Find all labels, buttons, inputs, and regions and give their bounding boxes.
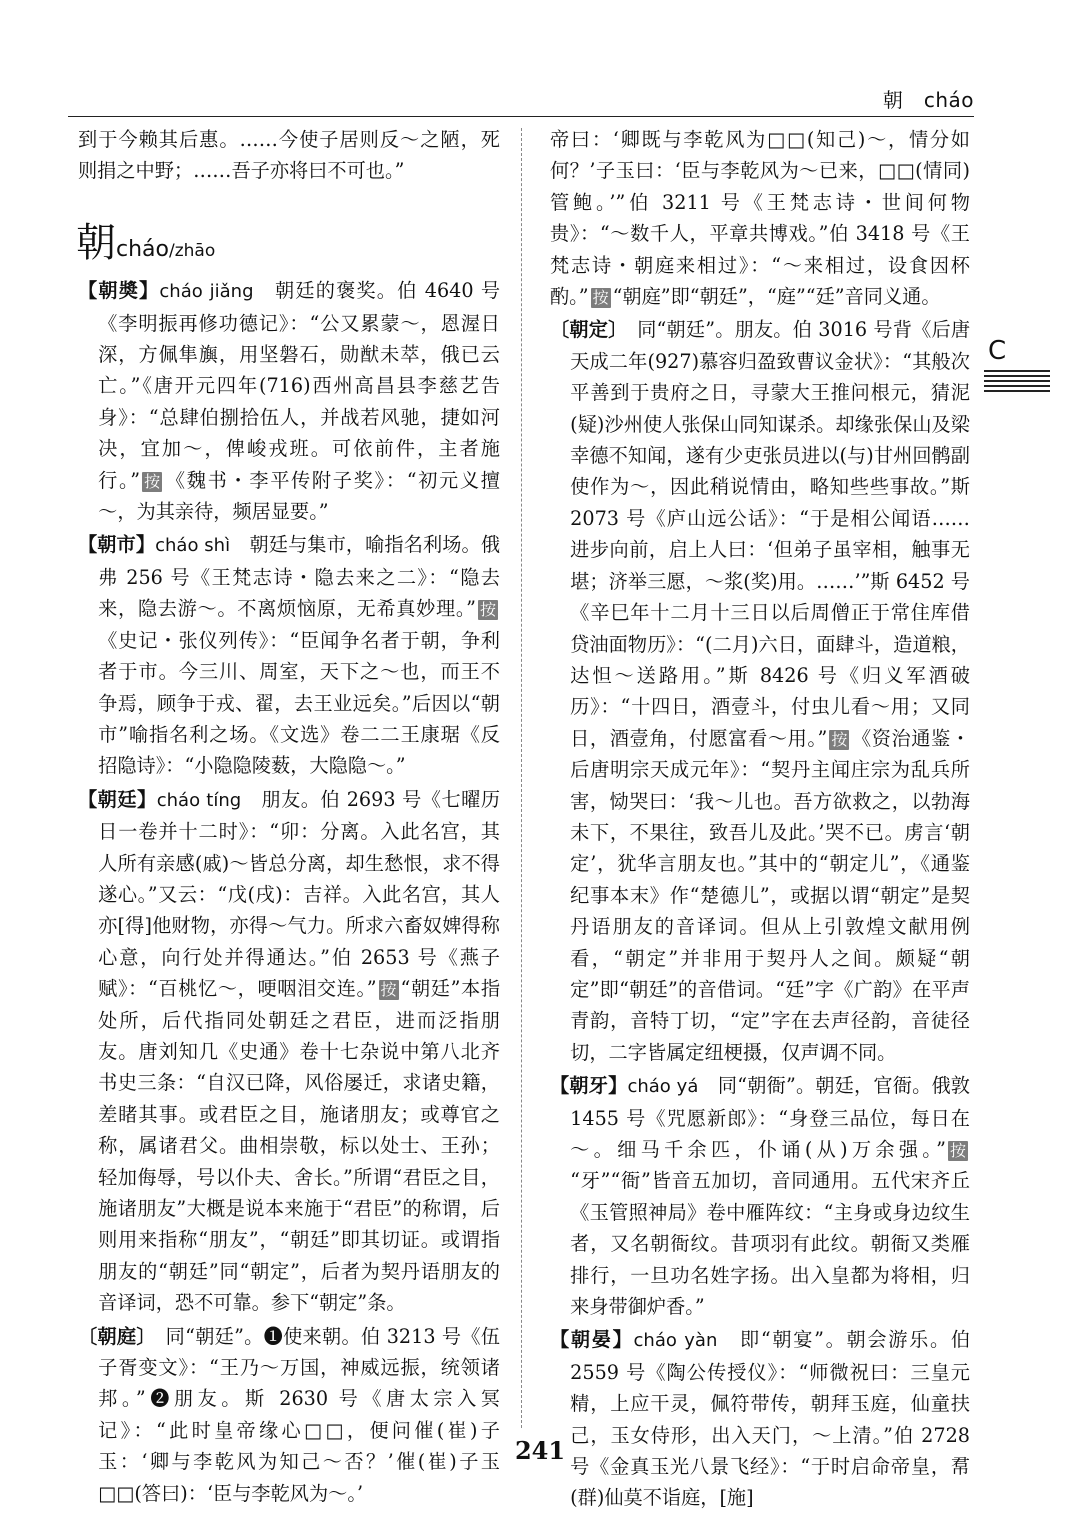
headword: 【朝廷】	[78, 787, 157, 811]
continuation-text	[550, 124, 970, 312]
entry-chaoshi	[78, 529, 500, 781]
headword: 【朝市】	[78, 533, 156, 557]
headword: 【朝晏】	[550, 1328, 634, 1352]
entry-chaoya	[550, 1070, 970, 1322]
note-badge: 按	[144, 471, 161, 491]
section-tab-lines	[984, 370, 1050, 394]
note-badge: 按	[831, 729, 848, 749]
entry-pinyin: cháo tíng	[156, 789, 242, 811]
head-char-pinyin: cháo	[116, 236, 169, 262]
entry-text: 同“朝廷”。朋友。伯 3016 号背《后唐天成二年(927)慕容归盈致曹议金状》：“其般次平善到于贵府之日，寻蒙大王推问根元，猜泥(疑)沙州使人张保山同知谋杀。却缘张保山及梁幸德不知闻，遂有少吏张员进以(与)甘州回鹘副使作为～，因此稍说情由，略知些些事故。”斯 2073 号《庐山远公话》：“于是相公闻语……进步向前，启上人曰：‘但弟子虽宰相，触事无堪；济举三愿，～浆(奖)用。……’”斯 6452 号《辛巳年十二月十三日以后周僧正于常住库借贷油面物历》：“(二月)六日，面肆斗，造道粮，达怛～送路用。”斯 8426 号《归义军酒破历》：“十四日，酒壹斗，付虫儿看～用；又同日，酒壹角，付愿富看～用。”	[570, 318, 971, 750]
entry-chaojiang	[78, 275, 500, 527]
entry-pinyin: cháo shì	[155, 535, 231, 557]
note-badge: 按	[592, 288, 609, 308]
running-head-text: 朝 cháo	[882, 88, 974, 112]
entry-list	[78, 275, 500, 1509]
left-column	[78, 124, 500, 1509]
entry-note: “朝廷”本指处所，后代指同处朝廷之君臣，进而泛指朋友。唐刘知几《史通》卷十七杂说中第八北齐书史三条：“自汉已降，风俗屡迁，求诸史籍，差睹其事。或君臣之目，施诸朋友；或尊官之称，属诸君父。曲相崇敬，标以处士、王孙；轻加侮辱，号以仆夫、舍长。”所谓“君臣之目，施诸朋友”大概是说本来施于“君臣”的称谓，后则用来指称“朋友”，“朝廷”即其切证。或谓指朋友的“朝廷”同“朝定”，后者为契丹语朋友的音译词，恐不可靠。参下“朝定”条。	[98, 977, 501, 1315]
entry-pinyin: cháo yá	[627, 1076, 699, 1098]
entry-pinyin: cháo yàn	[633, 1330, 718, 1352]
entry-text: 朋友。伯 2693 号《七曜历日一卷并十二时》：“卯：分离。入此名宫，其人所有亲感(戚)～皆总分离，却生愁恨，求不得遂心。”又云：“戊(戌)：吉祥。入此名宫，其人亦[得]他财物，亦得～气力。所求六畜奴婢得称心意，向行处并得通达。”伯 2653 号《燕子赋》：“百桃忆～，哽咽泪交连。”	[98, 787, 501, 1001]
note-badge: 按	[479, 600, 496, 620]
entry-text: 即“朝宴”。朝会游乐。伯 2559 号《陶公传授仪》：“师微祝曰：三皇元精，上应干灵，佩符带传，朝拜玉庭，仙童扶己，玉女侍形，出入天门，～上清。”伯 2728 号《金真玉光八景飞经》：“于时启命帝皇，帬(群)仙莫不诣庭，[施]	[570, 1328, 971, 1510]
entry-note: 《史记・张仪列传》：“臣闻争名者于朝，争利者于市。今三川、周室，天下之～也，而王不争焉，顾争于戎、翟，去王业远矣。”后因以“朝市”喻指名利之场。《文选》卷二二王康琚《反招隐诗》：“小隐隐陵薮，大隐隐～。”	[98, 628, 500, 778]
section-tab	[984, 338, 1050, 394]
continuation-main: 帝曰：‘卿既与李乾风为□□(知己)～，情分如何？’子玉曰：‘臣与李乾风为～已来，□□(情同)管鲍。’”伯 3211 号《王梵志诗・世间何物贵》：“～数千人，平章共博戏。”伯 3418 号《王梵志诗・朝庭来相过》：“～来相过，设食因杯酌。”	[550, 128, 970, 309]
entry-text: 朝廷与集市，喻指名利场。俄弗 256 号《王梵志诗・隐去来之二》：“隐去来，隐去游～。不离烦恼原，无希真妙理。”	[98, 533, 501, 621]
entry-list	[550, 314, 970, 1513]
headword: 【朝奬】	[78, 279, 160, 303]
head-char-alt-pinyin: /zhāo	[168, 240, 216, 261]
entry-chaoting	[78, 784, 500, 1319]
right-column	[550, 124, 970, 1514]
continuation-note: “朝庭”即“朝廷”，“庭”“廷”音同义通。	[612, 285, 941, 309]
continuation-text: 到于今赖其后惠。……今使子居则反～之陋，死则捐之中野；……吾子亦将曰不可也。”	[78, 128, 500, 183]
entry-note: 《魏书・李平传附子奖》：“初元义擅～，为其亲待，频居显要。”	[98, 468, 500, 524]
running-header	[68, 62, 974, 117]
section-letter: C	[988, 336, 1007, 366]
entry-note: “牙”“衙”皆音五加切，音同通用。五代宋齐丘《玉管照神局》卷中雁阵纹：“主身或身边纹生者，又名朝衙纹。昔项羽有此纹。朝衙又类雁排行，一旦功名姓字扬。出入皇都为将相，归来身带御炉香。”	[570, 1169, 970, 1319]
entry-text: 朝廷的褒奖。伯 4640 号《李明振再修功德记》：“公又累蒙～，恩渥日深，方佩隼旟，用坚磐石，勋猷未萃，俄已云亡。”《唐开元四年(716)西州高昌县李慈艺告身》：“总肆伯捌拾伍人，并战若风驰，捷如河决，宜加～，俾峻戎班。可依前件，主者施行。”	[98, 279, 501, 492]
headword: 【朝牙】	[550, 1074, 628, 1098]
head-character	[76, 219, 500, 267]
note-badge: 按	[949, 1141, 966, 1160]
note-badge: 按	[380, 980, 397, 1000]
entry-pinyin: cháo jiǎng	[159, 281, 254, 303]
headword: 〔朝定〕	[550, 318, 618, 342]
entry-chaoting-variant	[78, 1321, 500, 1509]
entry-chaoding	[550, 314, 970, 1068]
headword: 〔朝庭〕	[78, 1324, 147, 1348]
column-divider	[521, 128, 522, 1428]
head-char-glyph: 朝	[76, 219, 116, 266]
entry-chaoyan	[550, 1324, 970, 1513]
entry-text: 同“朝衙”。朝廷，官衙。俄敦 1455 号《咒愿新郎》：“身登三品位，每日在～。细马千余匹，仆诵(从)万余强。”	[570, 1074, 970, 1161]
page-number: 241	[514, 1436, 566, 1465]
entry-note: 《资治通鉴・后唐明宗天成元年》：“契丹主闻庄宗为乱兵所害，恸哭曰：‘我～儿也。吾方欲救之，以勃海未下，不果往，致吾儿及此。’哭不已。虏言‘朝定’，犹华言朋友也。”其中的“朝定儿”，《通鉴纪事本末》作“楚德儿”，或据以谓“朝定”是契丹语朋友的音译词。但从上引敦煌文献用例看，“朝定”并非用于契丹人之间。颇疑“朝定”即“朝廷”的音借词。“廷”字《广韵》在平声青韵，音特丁切，“定”字在去声径韵，音徒径切，二字皆属定纽梗摄，仅声调不同。	[570, 726, 971, 1064]
entry-text: 同“朝廷”。❶使来朝。伯 3213 号《伍子胥变文》：“王乃～万国，神威远振，统领诸邦。”❷朋友。斯 2630 号《唐太宗入冥记》：“此时皇帝缘心□□，便问催(崔)子玉：‘卿与李乾风为知己～否？’催(崔)子玉□□(答曰)：‘臣与李乾风为～。’	[98, 1324, 500, 1505]
